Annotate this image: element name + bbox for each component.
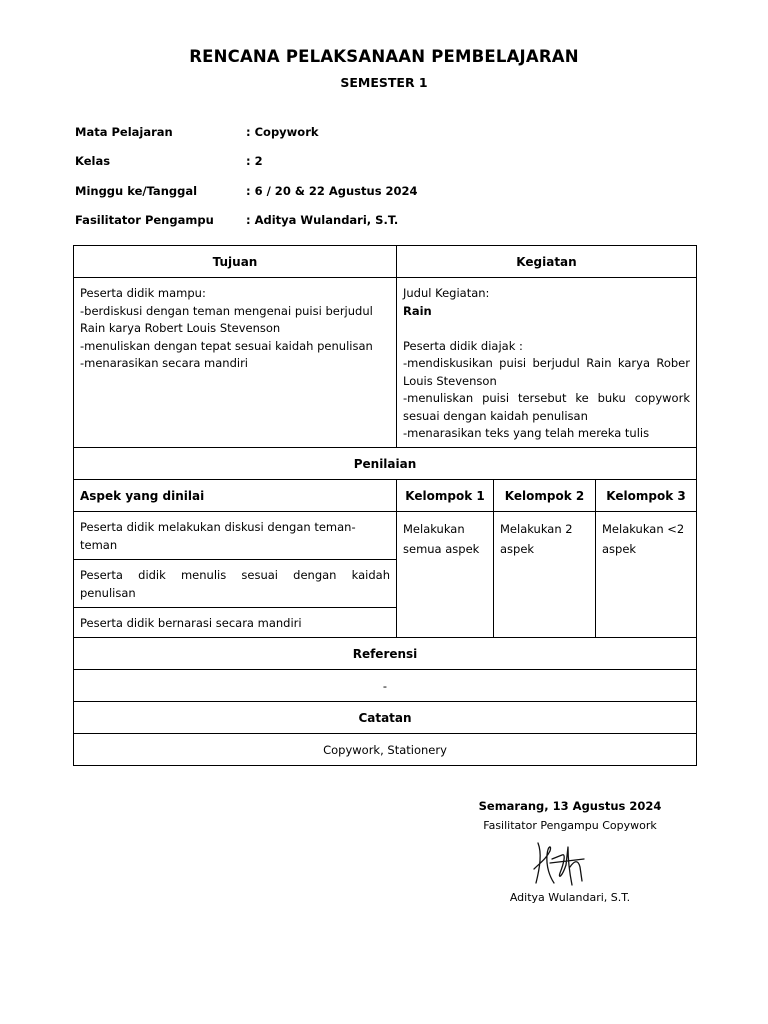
sign-place-date: Semarang, 13 Agustus 2024 <box>478 799 662 813</box>
aspek-header-row <box>74 480 697 512</box>
kegiatan-line: -mendiskusikan puisi berjudul Rain karya Rober Louis Stevenson <box>403 356 690 388</box>
tujuan-cell <box>74 278 397 448</box>
tujuan-line: Peserta didik mampu: <box>80 286 206 300</box>
kegiatan-line: -menuliskan puisi tersebut ke buku copywork sesuai dengan kaidah penulisan <box>403 391 690 423</box>
catatan-value-row <box>74 734 697 766</box>
kegiatan-header: Kegiatan <box>397 246 697 278</box>
aspek-item: Peserta didik melakukan diskusi dengan teman-teman <box>74 512 397 560</box>
handwritten-signature <box>528 833 598 891</box>
sign-role: Fasilitator Pengampu Copywork <box>483 819 657 832</box>
info-label: Fasilitator Pengampu <box>75 213 214 227</box>
kegiatan-spacer <box>403 320 690 338</box>
tujuan-line: -menarasikan secara mandiri <box>80 356 248 370</box>
aspek-item: Peserta didik menulis sesuai dengan kaidah penulisan <box>74 560 397 608</box>
page-subtitle: SEMESTER 1 <box>340 75 428 90</box>
tujuan-kegiatan-header-row <box>74 246 697 278</box>
aspek-row <box>74 512 697 560</box>
referensi-value: - <box>74 670 697 702</box>
kelompok-2-header: Kelompok 2 <box>494 480 596 512</box>
kegiatan-line: Peserta didik diajak : <box>403 338 523 353</box>
kegiatan-line: -menarasikan teks yang telah mereka tulis <box>403 426 650 440</box>
kelompok-1-header: Kelompok 1 <box>397 480 494 512</box>
referensi-header-row <box>74 638 697 670</box>
tujuan-header: Tujuan <box>74 246 397 278</box>
catatan-value: Copywork, Stationery <box>74 734 697 766</box>
kelompok-2-value: Melakukan 2 aspek <box>494 512 596 638</box>
kegiatan-cell <box>397 278 697 448</box>
aspek-item: Peserta didik bernarasi secara mandiri <box>74 608 397 638</box>
tujuan-kegiatan-row <box>74 278 697 448</box>
aspek-header: Aspek yang dinilai <box>74 480 397 512</box>
info-value: : Aditya Wulandari, S.T. <box>246 213 399 227</box>
referensi-header: Referensi <box>74 638 697 670</box>
catatan-header: Catatan <box>74 702 697 734</box>
penilaian-header-row <box>74 448 697 480</box>
page-title: RENCANA PELAKSANAAN PEMBELAJARAN <box>189 47 579 66</box>
kelompok-1-value: Melakukan semua aspek <box>397 512 494 638</box>
referensi-value-row <box>74 670 697 702</box>
info-label: Kelas <box>75 154 111 168</box>
info-value: : Copywork <box>246 125 319 139</box>
kelompok-3-header: Kelompok 3 <box>596 480 697 512</box>
tujuan-line: -berdiskusi dengan teman mengenai puisi berjudul Rain karya Robert Louis Stevenson <box>80 303 373 335</box>
kegiatan-judul-label: Judul Kegiatan: <box>403 286 490 300</box>
info-label: Mata Pelajaran <box>75 125 173 139</box>
sign-name: Aditya Wulandari, S.T. <box>509 891 631 904</box>
penilaian-header: Penilaian <box>74 448 697 480</box>
info-value: : 2 <box>246 154 263 168</box>
kelompok-3-value: Melakukan <2 aspek <box>596 512 697 638</box>
info-value: : 6 / 20 & 22 Agustus 2024 <box>246 184 418 198</box>
catatan-header-row <box>74 702 697 734</box>
lesson-plan-table <box>73 245 697 766</box>
info-label: Minggu ke/Tanggal <box>75 184 198 198</box>
kegiatan-judul: Rain <box>403 303 432 318</box>
tujuan-line: -menuliskan dengan tepat sesuai kaidah penulisan <box>80 338 373 353</box>
